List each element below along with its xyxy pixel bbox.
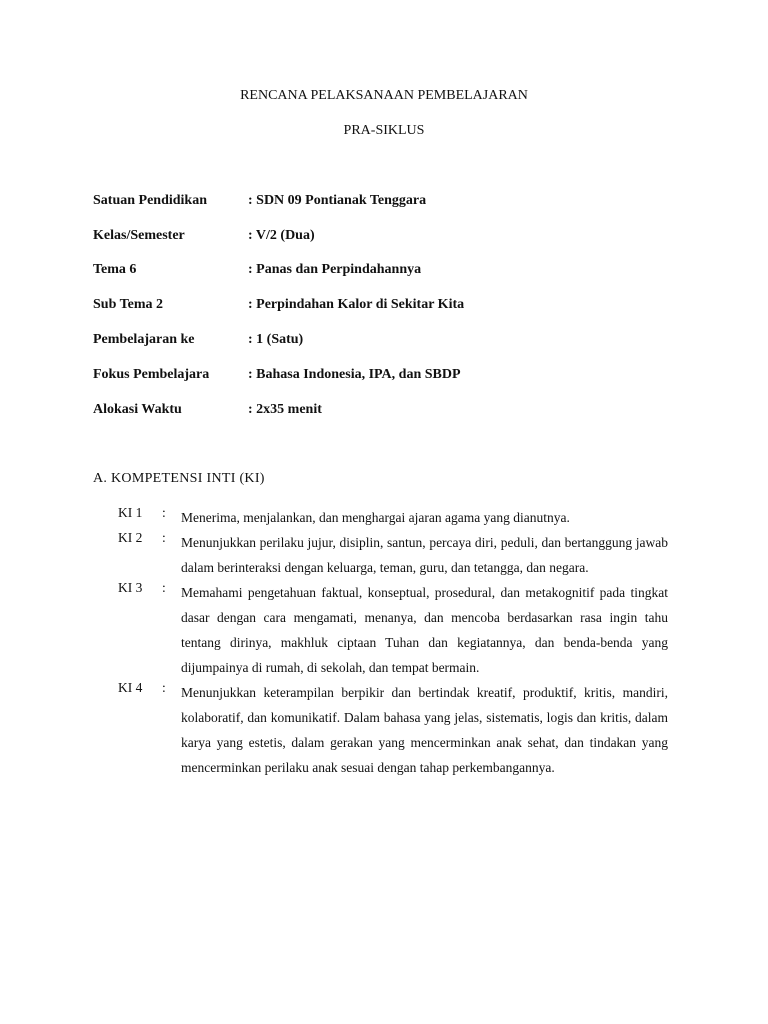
ki-list xyxy=(118,505,670,780)
ki-text: Menerima, menjalankan, dan menghargai ajaran agama yang dianutnya. xyxy=(181,510,570,525)
ki-colon: : xyxy=(162,505,166,520)
info-row-alokasi-waktu xyxy=(93,402,693,422)
ki-item-1 xyxy=(118,505,670,530)
info-row-satuan-pendidikan xyxy=(93,193,693,213)
info-row-pembelajaran-ke xyxy=(93,332,693,352)
ki-text: Menunjukkan keterampilan berpikir dan bertindak kreatif, produktif, kritis, mandiri, kolaboratif, dan komunikatif. Dalam bahasa yang jelas, sistematis, logis dan kritis, dalam karya yang estetis, dalam gerakan yang mencerminkan anak sehat, dan tindakan yang mencerminkan perilaku anak sesuai dengan tahap perkembangannya. xyxy=(181,685,668,775)
section-heading-kompetensi-inti: A. KOMPETENSI INTI (KI) xyxy=(93,471,265,486)
ki-item-3 xyxy=(118,580,670,680)
ki-item-4 xyxy=(118,680,670,780)
info-row-sub-tema xyxy=(93,297,693,317)
info-value: : Perpindahan Kalor di Sekitar Kita xyxy=(248,297,465,312)
info-value: : V/2 (Dua) xyxy=(248,228,315,243)
info-label: Kelas/Semester xyxy=(93,228,185,243)
info-label: Sub Tema 2 xyxy=(93,297,164,312)
ki-code: KI 4 xyxy=(118,680,143,695)
ki-item-2 xyxy=(118,530,670,580)
info-value: : Bahasa Indonesia, IPA, dan SBDP xyxy=(248,367,461,382)
ki-colon: : xyxy=(162,680,166,695)
ki-code: KI 2 xyxy=(118,530,143,545)
info-label: Fokus Pembelajara xyxy=(93,367,210,382)
ki-text: Menunjukkan perilaku jujur, disiplin, santun, percaya diri, peduli, dan bertanggung jawab dalam berinteraksi dengan keluarga, teman, guru, dan tetangga, dan negara. xyxy=(181,535,668,575)
ki-code: KI 1 xyxy=(118,505,143,520)
document-title: RENCANA PELAKSANAAN PEMBELAJARAN xyxy=(240,88,528,103)
info-label: Tema 6 xyxy=(93,262,137,277)
ki-text: Memahami pengetahuan faktual, konseptual, prosedural, dan metakognitif pada tingkat dasar dengan cara mengamati, menanya, dan mencoba berdasarkan rasa ingin tahu tentang dirinya, makhluk ciptaan Tuhan dan kegiatannya, dan benda-benda yang dijumpainya di rumah, di sekolah, dan tempat bermain. xyxy=(181,585,668,675)
info-label: Pembelajaran ke xyxy=(93,332,195,347)
ki-colon: : xyxy=(162,530,166,545)
info-row-fokus-pembelajaran xyxy=(93,367,693,387)
ki-code: KI 3 xyxy=(118,580,143,595)
info-label: Satuan Pendidikan xyxy=(93,193,207,208)
info-value: : 2x35 menit xyxy=(248,402,322,417)
info-row-tema xyxy=(93,262,693,282)
info-label: Alokasi Waktu xyxy=(93,402,182,417)
info-row-kelas-semester xyxy=(93,228,693,248)
info-value: : 1 (Satu) xyxy=(248,332,304,347)
document-subtitle: PRA-SIKLUS xyxy=(343,123,425,138)
info-value: : Panas dan Perpindahannya xyxy=(248,262,422,277)
info-value: : SDN 09 Pontianak Tenggara xyxy=(248,193,427,208)
ki-colon: : xyxy=(162,580,166,595)
